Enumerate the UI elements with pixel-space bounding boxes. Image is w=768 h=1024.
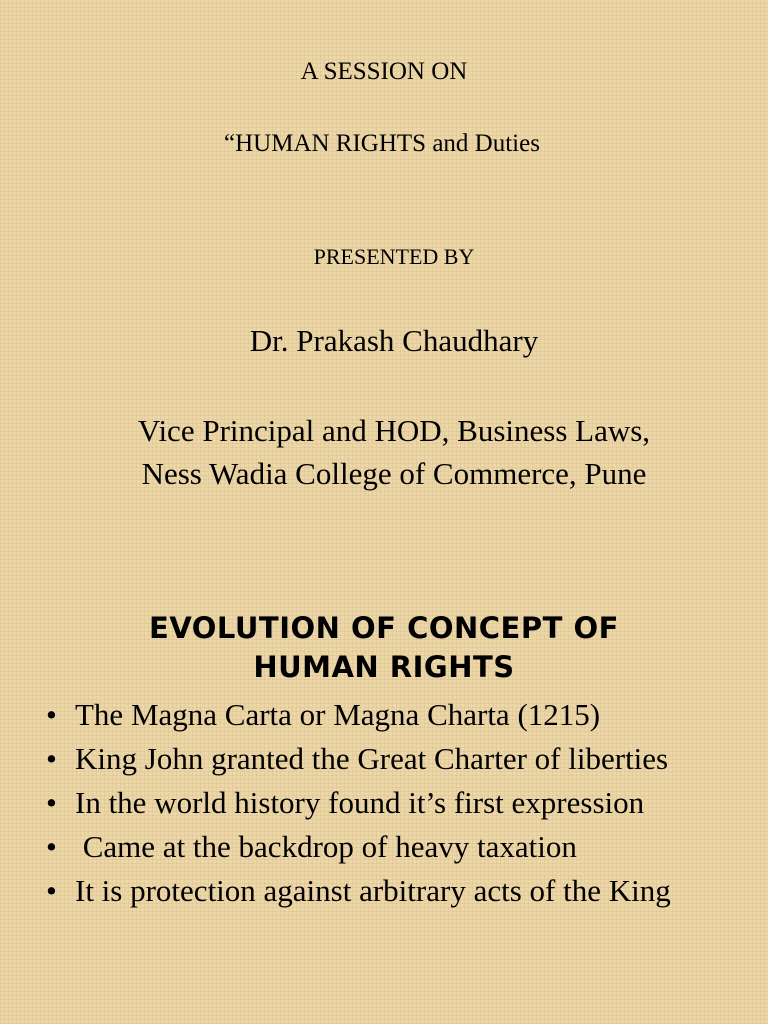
- session-label: A SESSION ON: [300, 58, 468, 85]
- slide-heading: [0, 609, 768, 687]
- content-slide: [0, 512, 768, 1024]
- bullet-item: [46, 740, 746, 777]
- bullet-item: [46, 828, 746, 865]
- bullet-text: King John granted the Great Charter of liberties: [75, 741, 669, 776]
- affiliation-line-1: Vice Principal and HOD, Business Laws,: [137, 413, 651, 448]
- presented-by-label: PRESENTED BY: [313, 244, 475, 269]
- talk-title: “HUMAN RIGHTS and Duties: [224, 130, 540, 157]
- affiliation-line-2: Ness Wadia College of Commerce, Pune: [141, 456, 647, 491]
- bullet-icon: •: [46, 785, 57, 820]
- bullet-text: Came at the backdrop of heavy taxation: [75, 829, 577, 864]
- bullet-text: It is protection against arbitrary acts of the King: [75, 873, 671, 908]
- presenter-name: Dr. Prakash Chaudhary: [249, 323, 539, 358]
- heading-line-2: HUMAN RIGHTS: [253, 650, 515, 684]
- bullet-icon: •: [46, 741, 57, 776]
- bullet-text: The Magna Carta or Magna Charta (1215): [75, 697, 601, 732]
- heading-line-1: EVOLUTION OF CONCEPT OF: [149, 611, 619, 645]
- bullet-icon: •: [46, 829, 57, 864]
- bullet-item: [46, 784, 746, 821]
- bullet-text: In the world history found it’s first expression: [75, 785, 645, 820]
- bullet-icon: •: [46, 697, 57, 732]
- bullet-list: [46, 696, 746, 916]
- bullet-icon: •: [46, 873, 57, 908]
- presenter-affiliation: [10, 409, 768, 495]
- bullet-item: [46, 872, 746, 909]
- bullet-item: [46, 696, 746, 733]
